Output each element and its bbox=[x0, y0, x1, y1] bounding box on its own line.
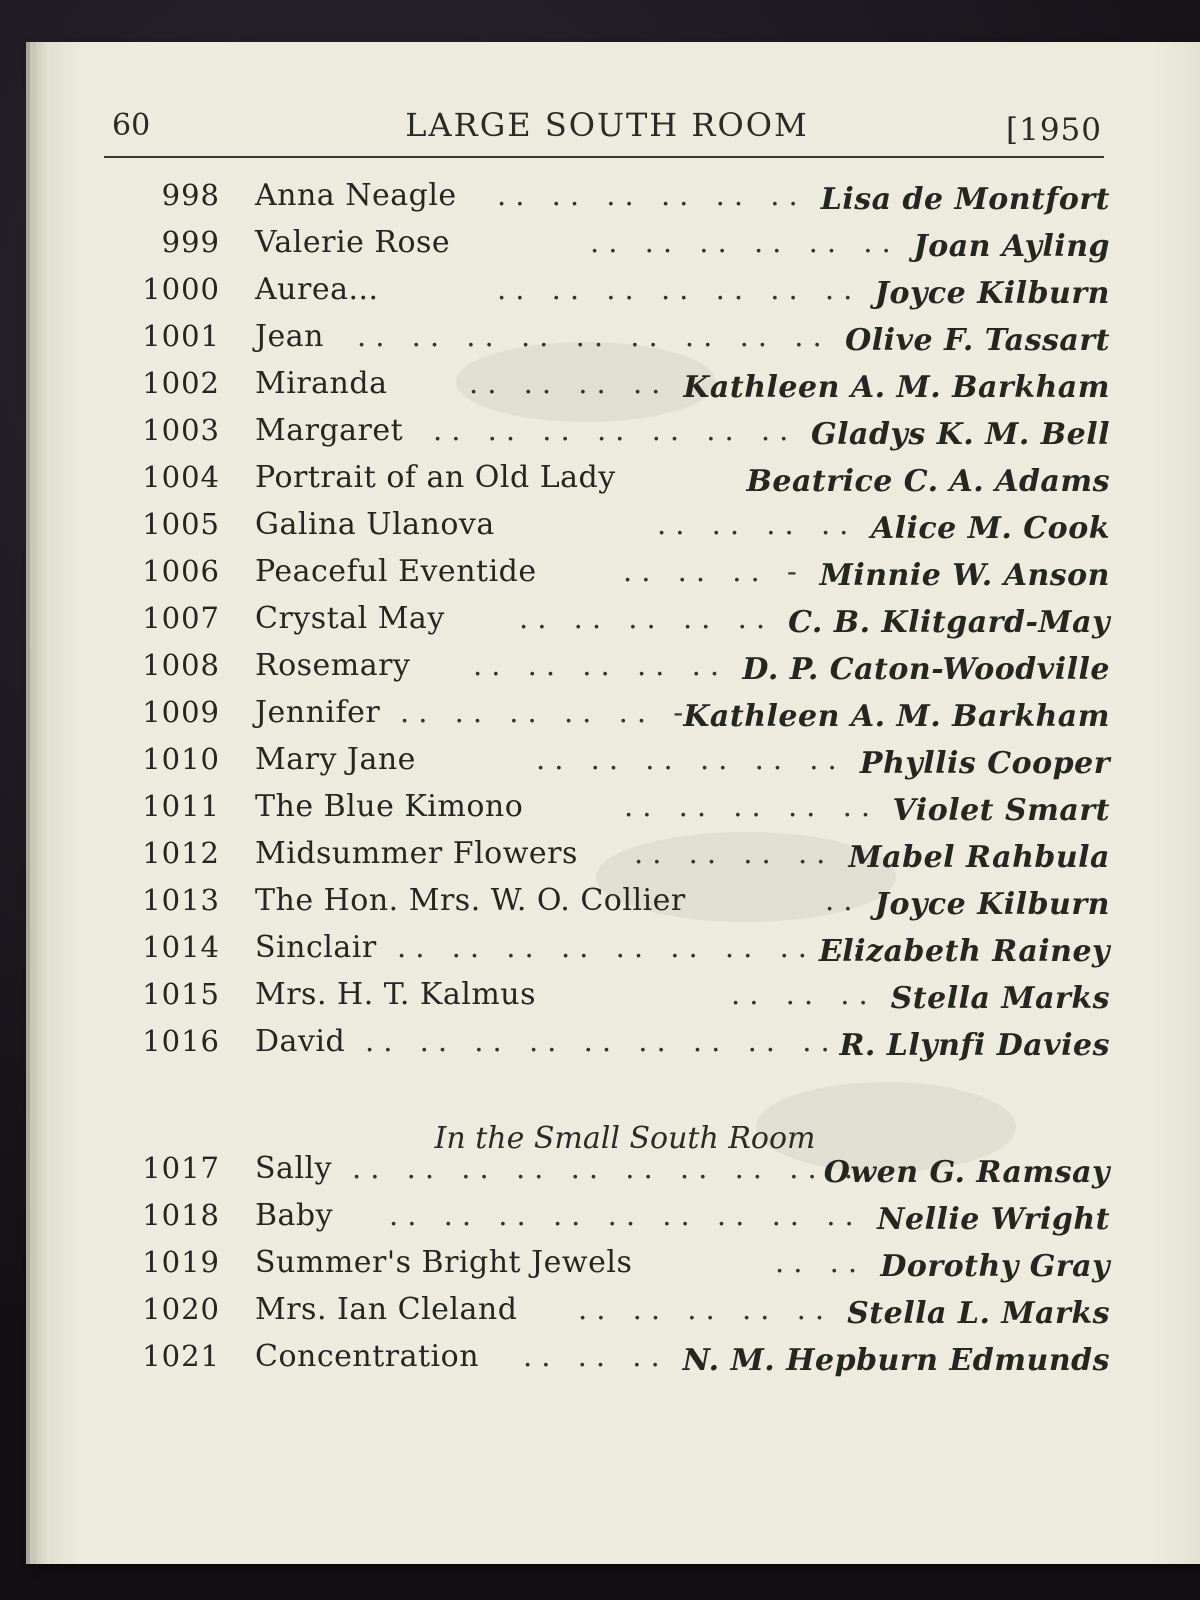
small-room-entries bbox=[100, 1151, 1110, 1386]
catalogue-number: 1003 bbox=[142, 413, 220, 447]
catalogue-entry bbox=[100, 225, 1110, 272]
dot-leader: .. .. .. .. .. .. .. .. .. bbox=[357, 319, 831, 353]
catalogue-number: 1010 bbox=[142, 742, 220, 776]
catalogue-number: 1004 bbox=[142, 460, 220, 494]
running-title: LARGE SOUTH ROOM bbox=[405, 106, 809, 144]
catalogue-entry bbox=[100, 1245, 1110, 1292]
catalogue-entry bbox=[100, 319, 1110, 366]
page-header bbox=[112, 100, 1102, 160]
work-title: Margaret bbox=[255, 413, 404, 448]
catalogue-number: 1015 bbox=[142, 977, 220, 1011]
work-title: Mary Jane bbox=[255, 742, 416, 777]
dot-leader: .. .. .. .. bbox=[657, 507, 858, 541]
work-title: Mrs. H. T. Kalmus bbox=[255, 977, 536, 1012]
artist-name: Lisa de Montfort bbox=[820, 182, 1110, 217]
dot-leader: .. .. .. bbox=[731, 977, 877, 1011]
work-title: Miranda bbox=[255, 366, 388, 401]
work-title: Sally bbox=[255, 1151, 333, 1186]
catalogue-entry bbox=[100, 1292, 1110, 1339]
artist-name: Kathleen A. M. Barkham bbox=[683, 370, 1110, 405]
catalogue-entry bbox=[100, 977, 1110, 1024]
catalogue-entry bbox=[100, 1339, 1110, 1386]
dot-leader: .. .. .. .. .. .. bbox=[590, 225, 900, 259]
artist-name: N. M. Hepburn Edmunds bbox=[682, 1343, 1110, 1378]
catalogue-entry bbox=[100, 178, 1110, 225]
artist-name: Minnie W. Anson bbox=[819, 558, 1110, 593]
catalogue-number: 1018 bbox=[142, 1198, 220, 1232]
dot-leader: .. .. .. .. .. .. .. bbox=[433, 413, 798, 447]
catalogue-number: 1011 bbox=[142, 789, 220, 823]
catalogue-entry bbox=[100, 695, 1110, 742]
work-title: Valerie Rose bbox=[255, 225, 451, 260]
dot-leader: .. .. .. .. .. .. .. .. .. bbox=[397, 930, 871, 964]
catalogue-entry bbox=[100, 272, 1110, 319]
catalogue-number: 1009 bbox=[142, 695, 220, 729]
work-title: Baby bbox=[255, 1198, 334, 1233]
header-rule bbox=[104, 156, 1104, 158]
work-title: Aurea... bbox=[255, 272, 379, 307]
artist-name: Nellie Wright bbox=[877, 1202, 1110, 1237]
dot-leader: .. .. .. - bbox=[623, 554, 806, 588]
work-title: Jean bbox=[255, 319, 324, 354]
work-title: Jennifer bbox=[255, 695, 381, 730]
work-title: Crystal May bbox=[255, 601, 445, 636]
dot-leader: .. .. .. .. .. .. bbox=[497, 178, 807, 212]
catalogue-number: 1012 bbox=[142, 836, 220, 870]
catalogue-entry bbox=[100, 648, 1110, 695]
catalogue-number: 1014 bbox=[142, 930, 220, 964]
catalogue-list bbox=[100, 178, 1110, 1386]
catalogue-number: 1020 bbox=[142, 1292, 220, 1326]
artist-name: C. B. Klitgard-May bbox=[788, 605, 1110, 640]
dot-leader: .. .. .. .. .. bbox=[578, 1292, 834, 1326]
subsection-heading: In the Small South Room bbox=[434, 1121, 816, 1156]
work-title: Concentration bbox=[255, 1339, 480, 1374]
catalogue-entry bbox=[100, 554, 1110, 601]
catalogue-entry bbox=[100, 366, 1110, 413]
artist-name: Alice M. Cook bbox=[870, 511, 1110, 546]
catalogue-number: 1007 bbox=[142, 601, 220, 635]
dot-leader: .. .. .. .. .. bbox=[473, 648, 729, 682]
catalogue-entry bbox=[100, 836, 1110, 883]
work-title: Peaceful Eventide bbox=[255, 554, 537, 589]
dot-leader: .. .. .. .. bbox=[634, 836, 835, 870]
dot-leader: .. .. .. bbox=[523, 1339, 669, 1373]
catalogue-entry bbox=[100, 601, 1110, 648]
work-title: Mrs. Ian Cleland bbox=[255, 1292, 518, 1327]
artist-name: Joyce Kilburn bbox=[874, 276, 1110, 311]
work-title: Sinclair bbox=[255, 930, 377, 965]
artist-name: Violet Smart bbox=[892, 793, 1110, 828]
artist-name: Stella L. Marks bbox=[847, 1296, 1110, 1331]
work-title: The Hon. Mrs. W. O. Collier bbox=[255, 883, 686, 918]
dot-leader: .. .. bbox=[775, 1245, 867, 1279]
artist-name: Stella Marks bbox=[890, 981, 1110, 1016]
catalogue-entry bbox=[100, 507, 1110, 554]
catalogue-number: 1021 bbox=[142, 1339, 220, 1373]
dot-leader: .. .. .. .. .. .. .. .. .. bbox=[389, 1198, 863, 1232]
catalogue-entry bbox=[100, 883, 1110, 930]
work-title: Summer's Bright Jewels bbox=[255, 1245, 633, 1280]
catalogue-number: 1013 bbox=[142, 883, 220, 917]
dot-leader: .. bbox=[825, 883, 862, 917]
catalogue-entry bbox=[100, 789, 1110, 836]
artist-name: Joyce Kilburn bbox=[874, 887, 1110, 922]
dot-leader: .. .. .. .. .. .. .. .. .. bbox=[365, 1024, 839, 1058]
catalogue-entry bbox=[100, 460, 1110, 507]
artist-name: Beatrice C. A. Adams bbox=[746, 464, 1110, 499]
catalogue-number: 998 bbox=[161, 178, 220, 212]
dot-leader: .. .. .. .. .. .. .. bbox=[497, 272, 862, 306]
artist-name: Joan Ayling bbox=[913, 229, 1110, 264]
work-title: Midsummer Flowers bbox=[255, 836, 578, 871]
dot-leader: .. .. .. .. .. bbox=[519, 601, 775, 635]
dot-leader: .. .. .. .. bbox=[469, 366, 670, 400]
dot-leader: .. .. .. .. .. - bbox=[400, 695, 693, 729]
artist-name: D. P. Caton-Woodville bbox=[742, 652, 1110, 687]
work-title: Galina Ulanova bbox=[255, 507, 495, 542]
catalogue-entry bbox=[100, 742, 1110, 789]
artist-name: Owen G. Ramsay bbox=[823, 1155, 1110, 1190]
catalogue-entry bbox=[100, 930, 1110, 977]
catalogue-number: 1002 bbox=[142, 366, 220, 400]
catalogue-number: 1006 bbox=[142, 554, 220, 588]
catalogue-number: 1016 bbox=[142, 1024, 220, 1058]
dot-leader: .. .. .. .. .. .. .. .. .. .. bbox=[352, 1151, 881, 1185]
artist-name: Mabel Rahbula bbox=[848, 840, 1110, 875]
dot-leader: .. .. .. .. .. .. bbox=[536, 742, 846, 776]
work-title: The Blue Kimono bbox=[255, 789, 524, 824]
artist-name: Olive F. Tassart bbox=[845, 323, 1110, 358]
artist-name: Elizabeth Rainey bbox=[818, 934, 1110, 969]
page-number: 60 bbox=[112, 108, 151, 143]
catalogue-entry bbox=[100, 1198, 1110, 1245]
work-title: David bbox=[255, 1024, 346, 1059]
catalogue-number: 1008 bbox=[142, 648, 220, 682]
artist-name: R. Llynfi Davies bbox=[839, 1028, 1110, 1063]
year-label: [1950 bbox=[1006, 112, 1102, 148]
large-room-entries bbox=[100, 178, 1110, 1071]
catalogue-number: 1019 bbox=[142, 1245, 220, 1279]
catalogue-number: 1000 bbox=[142, 272, 220, 306]
page-edge bbox=[36, 42, 50, 1564]
dot-leader: .. .. .. .. .. bbox=[624, 789, 880, 823]
artist-name: Dorothy Gray bbox=[880, 1249, 1110, 1284]
catalogue-entry bbox=[100, 413, 1110, 460]
artist-name: Gladys K. M. Bell bbox=[811, 417, 1110, 452]
catalogue-number: 1005 bbox=[142, 507, 220, 541]
catalogue-number: 1001 bbox=[142, 319, 220, 353]
artist-name: Kathleen A. M. Barkham bbox=[683, 699, 1110, 734]
artist-name: Phyllis Cooper bbox=[859, 746, 1110, 781]
catalogue-number: 999 bbox=[161, 225, 220, 259]
work-title: Rosemary bbox=[255, 648, 411, 683]
catalogue-entry bbox=[100, 1024, 1110, 1071]
work-title: Portrait of an Old Lady bbox=[255, 460, 616, 495]
work-title: Anna Neagle bbox=[255, 178, 457, 213]
catalogue-entry bbox=[100, 1151, 1110, 1198]
catalogue-number: 1017 bbox=[142, 1151, 220, 1185]
